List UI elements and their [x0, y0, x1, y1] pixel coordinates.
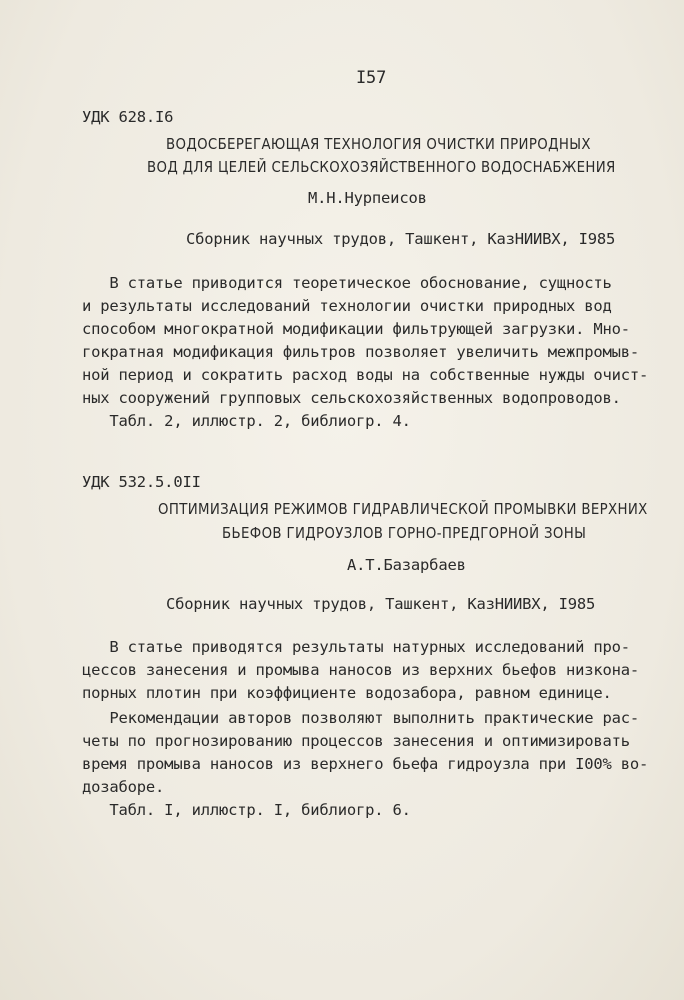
- abstract-line: В статье приводятся результаты натурных исследований про-: [82, 638, 630, 656]
- abstract-refs: Табл. I, иллюстр. I, библиогр. 6.: [82, 801, 411, 819]
- article-title-line: ВОДОСБЕРЕГАЮЩАЯ ТЕХНОЛОГИЯ ОЧИСТКИ ПРИРОДНЫХ: [166, 135, 591, 153]
- abstract-line: ных сооружений групповых сельскохозяйственных водопроводов.: [82, 389, 621, 407]
- article-source: Сборник научных трудов, Ташкент, КазНИИВХ, I985: [166, 595, 596, 613]
- abstract-line: время промыва наносов из верхнего бьефа гидроузла при I00% во-: [82, 755, 649, 773]
- article-title-line: ВОД ДЛЯ ЦЕЛЕЙ СЕЛЬСКОХОЗЯЙСТВЕННОГО ВОДОСНАБЖЕНИЯ: [147, 158, 616, 176]
- abstract-line: гократная модификация фильтров позволяет увеличить межпромыв-: [82, 343, 640, 361]
- abstract-line: и результаты исследований технологии очистки природных вод: [82, 297, 612, 315]
- article-author: А.Т.Базарбаев: [347, 556, 466, 574]
- abstract-line: способом многократной модификации фильтрующей загрузки. Мно-: [82, 320, 630, 338]
- abstract-line: порных плотин при коэффициенте водозабора, равном единице.: [82, 684, 612, 702]
- abstract-line: ной период и сократить расход воды на собственные нужды очист-: [82, 366, 649, 384]
- page-number: I57: [356, 68, 387, 88]
- article-title-line: БЬЕФОВ ГИДРОУЗЛОВ ГОРНО-ПРЕДГОРНОЙ ЗОНЫ: [222, 524, 587, 542]
- abstract-line: Рекомендации авторов позволяют выполнить практические рас-: [82, 709, 640, 727]
- article-title-line: ОПТИМИЗАЦИЯ РЕЖИМОВ ГИДРАВЛИЧЕСКОЙ ПРОМЫВКИ ВЕРХНИХ: [158, 500, 648, 518]
- article-author: М.Н.Нурпеисов: [308, 189, 427, 207]
- abstract-line: цессов занесения и промыва наносов из верхних бьефов низкона-: [82, 661, 640, 679]
- article-source: Сборник научных трудов, Ташкент, КазНИИВХ, I985: [186, 230, 616, 248]
- abstract-line: четы по прогнозированию процессов занесения и оптимизировать: [82, 732, 630, 750]
- udc-code: УДК 532.5.0II: [82, 473, 201, 491]
- abstract-line: дозаборе.: [82, 778, 165, 796]
- udc-code: УДК 628.I6: [82, 108, 174, 126]
- abstract-refs: Табл. 2, иллюстр. 2, библиогр. 4.: [82, 412, 411, 430]
- abstract-line: В статье приводится теоретическое обоснование, сущность: [82, 274, 612, 292]
